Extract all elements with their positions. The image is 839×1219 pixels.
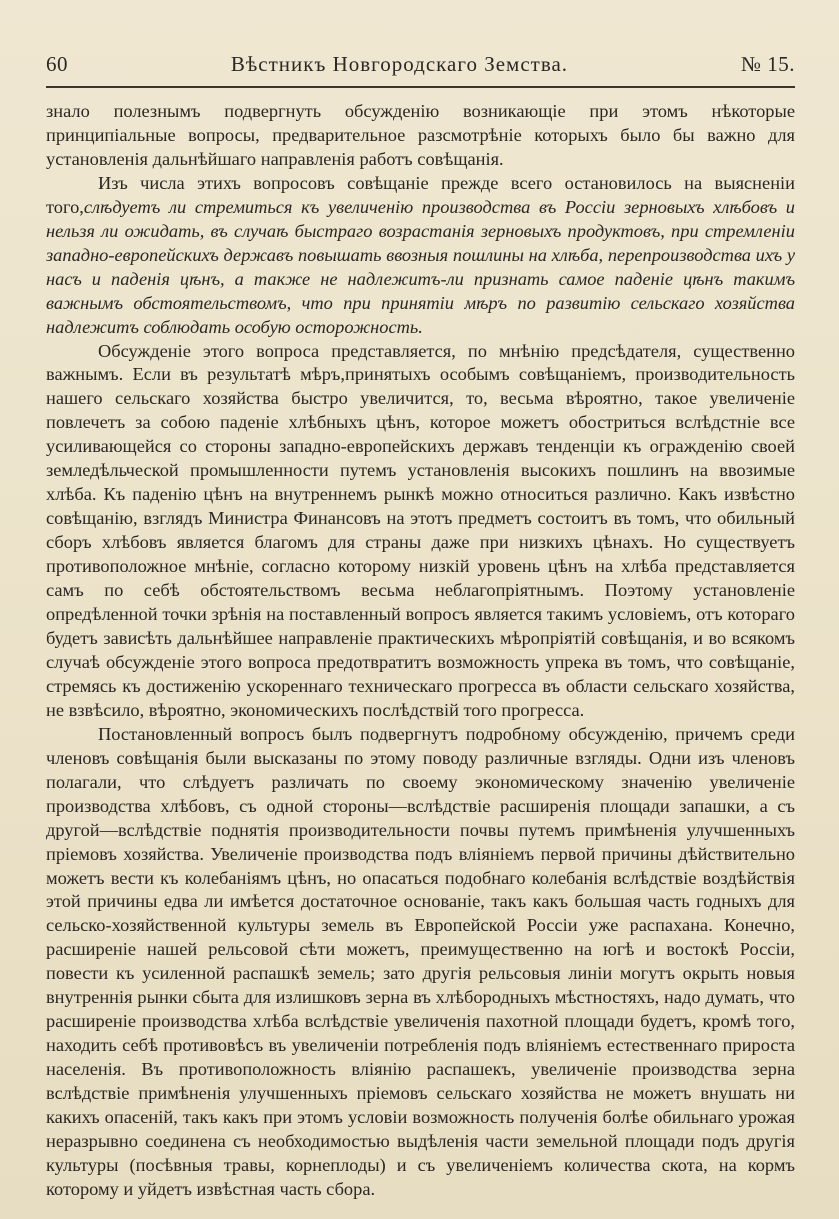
paragraph-1: знало полезнымъ подвергнуть обсужденію возникающіе при этомъ нѣкоторые принципіальные вопросы, предварительное разсмотрѣніе которыхъ было бы важно для установленія дальнѣйшаго направленія работъ совѣщанія. <box>46 101 795 169</box>
journal-title: Вѣстникъ Новгородскаго Земства. <box>230 52 569 76</box>
article-body <box>46 100 795 1202</box>
paragraph-3: Обсужденіе этого вопроса представляется, по мнѣнію предсѣдателя, существенно важнымъ. Если въ результатѣ мѣръ,принятыхъ особымъ совѣщаніемъ, производительность нашего сельскаго хозяйства быстро увеличится, то, весьма вѣроятно, такое увеличеніе повлечетъ за собою паденіе хлѣбныхъ цѣнъ, которое можетъ обостриться вслѣдстніе все усиливающейся со стороны западно-европейскихъ державъ тенденціи къ огражденію своей земледѣльческой промышленности путемъ установленія высокихъ пошлинъ на ввозимые хлѣба. Къ паденію цѣнъ на внутреннемъ рынкѣ можно относиться различно. Какъ извѣстно совѣщанію, взглядъ Министра Финансовъ на этотъ предметъ состоитъ въ томъ, что обильный сборъ хлѣбовъ является благомъ для страны даже при низкихъ цѣнахъ. Но существуетъ противоположное мнѣніе, согласно которому низкій уровень цѣнъ на хлѣба представляется самъ по себѣ обстоятельствомъ весьма неблагопріятнымъ. Поэтому установленіе опредѣленной точки зрѣнія на поставленный вопросъ является такимъ условіемъ, отъ котораго будетъ зависѣть дальнѣйшее направленіе практическихъ мѣропріятій совѣщанія, и во всякомъ случаѣ обсужденіе этого вопроса предотвратитъ возможность упрека въ томъ, что совѣщаніе, стремясь къ достиженію ускореннаго техническаго прогресса въ области сельскаго хозяйства, не взвѣсило, вѣроятно, экономическихъ послѣдствій того прогресса. <box>46 340 795 720</box>
paragraph-2-italic: слѣдуетъ ли стремиться къ увеличенію производства въ Россіи зерновыхъ хлѣбовъ и нельзя ли ожидать, въ случаѣ быстраго возрастанія зерновыхъ продуктовъ, при стремленіи западно-европейскихъ державъ повышать ввозныя пошлины на хлѣба, перепроизводства ихъ у насъ и паденія цѣнъ, а также не надлежитъ-ли признать самое паденіе цѣнъ такимъ важнымъ обстоятельствомъ, что при принятіи мѣръ по развитію сельскаго хозяйства надлежитъ соблюдать особую осторожность. <box>46 196 795 337</box>
header-rule <box>46 86 795 88</box>
paragraph-2 <box>46 172 795 340</box>
paragraph-2-intro: Изъ числа этихъ вопросовъ совѣщаніе прежде всего остановилось на выясненіи того, <box>46 172 795 217</box>
running-header <box>46 52 795 82</box>
issue-number: № 15. <box>740 52 795 76</box>
paragraph-4: Постановленный вопросъ былъ подвергнутъ подробному обсужденію, причемъ среди членовъ совѣщанія были высказаны по этому поводу различные взгляды. Одни изъ членовъ полагали, что слѣдуетъ различать по своему экономическому значенію увеличеніе производства хлѣбовъ, съ одной стороны—вслѣдствіе расширенія площади запашки, а съ другой—вслѣдствіе поднятія производительности почвы путемъ примѣненія улучшенныхъ пріемовъ хозяйства. Увеличеніе производства подъ вліяніемъ первой причины дѣйствительно можетъ вести къ колебаніямъ цѣнъ, но опасаться подобнаго колебанія вслѣдствіе воздѣйствія этой причины едва ли имѣется достаточное основаніе, такъ какъ большая часть годныхъ для сельско-хозяйственной культуры земель въ Европейской Россіи уже распахана. Конечно, расширеніе нашей рельсовой сѣти можетъ, преимущественно на югѣ и востокѣ Россіи, повести къ усиленной распашкѣ земель; зато другія рельсовыя линіи могутъ окрыть новыя внутреннія рынки сбыта для излишковъ зерна въ хлѣбородныхъ мѣстностяхъ, надо думать, что расширеніе производства хлѣба вслѣдствіе увеличенія пахотной площади будетъ, кромѣ того, находить себѣ противовѣсъ въ увеличеніи потребленія подъ вліяніемъ естественнаго прироста населенія. Въ противоположность вліянію распашекъ, увеличеніе производства зерна вслѣдствіе примѣненія улучшенныхъ пріемовъ сельскаго хозяйства не можетъ внушать ни какихъ опасеній, такъ какъ при этомъ условіи возможность полученія болѣе обильнаго урожая неразрывно соединена съ необходимостью выдѣленія части земельной площади подъ другія культуры (посѣвныя травы, корнеплоды) и съ увеличеніемъ количества скота, на кормъ которому и уйдетъ извѣстная часть сбора. <box>46 723 795 1199</box>
page-number: 60 <box>46 52 68 76</box>
